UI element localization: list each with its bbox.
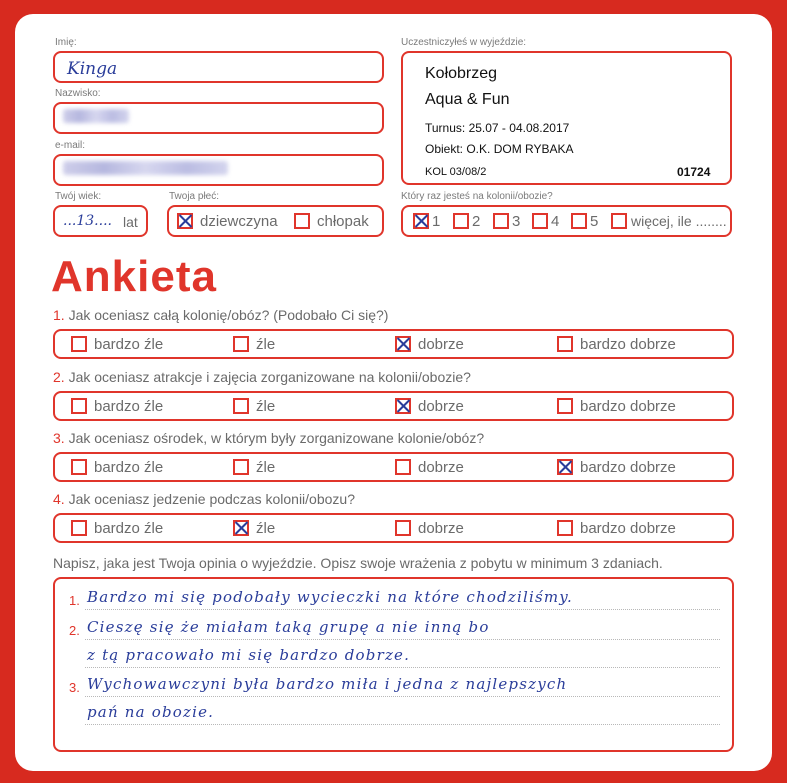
answer-label: bardzo dobrze bbox=[580, 335, 676, 353]
email-field[interactable] bbox=[53, 154, 384, 186]
question-3-option-1[interactable] bbox=[71, 454, 163, 480]
writing-rule bbox=[85, 609, 720, 610]
answer-label: bardzo źle bbox=[94, 335, 164, 353]
times-more-label: więcej, ile ........ bbox=[631, 213, 727, 229]
answer-label: dobrze bbox=[418, 458, 464, 476]
question-1-answers bbox=[53, 329, 734, 359]
question-2-text bbox=[53, 369, 471, 385]
answer-label: źle bbox=[256, 335, 276, 353]
checkbox-4[interactable] bbox=[532, 213, 548, 229]
answer-checkbox[interactable] bbox=[395, 520, 411, 536]
question-3-option-2[interactable] bbox=[233, 454, 275, 480]
trip-card bbox=[401, 51, 732, 185]
gender-option-boy[interactable] bbox=[294, 207, 369, 235]
answer-checkbox[interactable] bbox=[557, 398, 573, 414]
redacted-email bbox=[63, 161, 228, 175]
checkbox-3[interactable] bbox=[493, 213, 509, 229]
checkbox-more[interactable] bbox=[611, 213, 627, 229]
answer-checkbox[interactable] bbox=[71, 459, 87, 475]
answer-label: bardzo źle bbox=[94, 458, 164, 476]
times-5-label: 5 bbox=[590, 212, 599, 230]
question-4-option-4[interactable] bbox=[557, 515, 676, 541]
answer-label: bardzo dobrze bbox=[580, 458, 676, 476]
checkbox-girl[interactable] bbox=[177, 213, 193, 229]
answer-checkbox[interactable] bbox=[557, 459, 573, 475]
opinion-line-number: 1. bbox=[69, 593, 80, 608]
age-value: ...13.... bbox=[63, 213, 112, 229]
opinion-prompt: Napisz, jaka jest Twoja opinia o wyjeździe. Opisz swoje wrażenia z pobytu w minimum 3 zdaniach. bbox=[53, 555, 663, 571]
answer-checkbox[interactable] bbox=[71, 520, 87, 536]
question-number: 2. bbox=[53, 369, 65, 385]
opinion-line-text: pań na obozie. bbox=[87, 703, 215, 721]
question-number: 4. bbox=[53, 491, 65, 507]
answer-checkbox[interactable] bbox=[71, 398, 87, 414]
opinion-line-number: 3. bbox=[69, 680, 80, 695]
trip-name: Aqua & Fun bbox=[425, 91, 510, 108]
answer-checkbox[interactable] bbox=[71, 336, 87, 352]
question-label: Jak oceniasz całą kolonię/obóz? (Podobało Ci się?) bbox=[68, 307, 389, 323]
question-4-option-1[interactable] bbox=[71, 515, 163, 541]
opinion-line-text: z tą pracowało mi się bardzo dobrze. bbox=[87, 646, 411, 664]
answer-checkbox[interactable] bbox=[557, 336, 573, 352]
writing-rule bbox=[85, 667, 720, 668]
question-4-option-3[interactable] bbox=[395, 515, 464, 541]
gender-group bbox=[167, 205, 384, 237]
last-name-field[interactable] bbox=[53, 102, 384, 134]
question-label: Jak oceniasz atrakcje i zajęcia zorganizowane na kolonii/obozie? bbox=[68, 369, 471, 385]
answer-label: źle bbox=[256, 458, 276, 476]
times-4-label: 4 bbox=[551, 212, 560, 230]
question-2-option-1[interactable] bbox=[71, 393, 163, 419]
checkbox-1[interactable] bbox=[413, 213, 429, 229]
times-option-1[interactable] bbox=[413, 207, 440, 235]
checkbox-2[interactable] bbox=[453, 213, 469, 229]
redacted-last-name bbox=[63, 109, 129, 123]
answer-label: bardzo źle bbox=[94, 519, 164, 537]
first-name-field[interactable] bbox=[53, 51, 384, 83]
answer-label: źle bbox=[256, 519, 276, 537]
question-3-option-4[interactable] bbox=[557, 454, 676, 480]
gender-label: Twoja płeć: bbox=[169, 191, 220, 202]
times-option-more[interactable] bbox=[611, 207, 727, 235]
question-1-text bbox=[53, 307, 388, 323]
trip-turnus: Turnus: 25.07 - 04.08.2017 bbox=[425, 121, 570, 135]
answer-label: źle bbox=[256, 397, 276, 415]
question-label: Jak oceniasz ośrodek, w którym były zorganizowane kolonie/obóz? bbox=[68, 430, 485, 446]
question-1-option-2[interactable] bbox=[233, 331, 275, 357]
survey-sheet bbox=[15, 14, 772, 771]
answer-checkbox[interactable] bbox=[233, 336, 249, 352]
question-3-text bbox=[53, 430, 484, 446]
question-2-option-3[interactable] bbox=[395, 393, 464, 419]
email-label: e-mail: bbox=[55, 140, 86, 151]
opinion-line-text: Cieszę się że miałam taką grupę a nie inną bo bbox=[87, 618, 490, 636]
question-number: 3. bbox=[53, 430, 65, 446]
answer-checkbox[interactable] bbox=[395, 398, 411, 414]
question-1-option-3[interactable] bbox=[395, 331, 464, 357]
question-3-answers bbox=[53, 452, 734, 482]
last-name-label: Nazwisko: bbox=[55, 88, 101, 99]
answer-checkbox[interactable] bbox=[233, 520, 249, 536]
answer-label: bardzo dobrze bbox=[580, 397, 676, 415]
times-2-label: 2 bbox=[472, 212, 481, 230]
question-2-option-2[interactable] bbox=[233, 393, 275, 419]
answer-checkbox[interactable] bbox=[233, 459, 249, 475]
answer-label: bardzo dobrze bbox=[580, 519, 676, 537]
times-option-3[interactable] bbox=[493, 207, 520, 235]
question-1-option-4[interactable] bbox=[557, 331, 676, 357]
times-option-2[interactable] bbox=[453, 207, 480, 235]
answer-checkbox[interactable] bbox=[233, 398, 249, 414]
gender-boy-label: chłopak bbox=[317, 212, 369, 230]
times-option-4[interactable] bbox=[532, 207, 559, 235]
times-1-label: 1 bbox=[432, 212, 441, 230]
writing-rule bbox=[85, 696, 720, 697]
question-4-text bbox=[53, 491, 355, 507]
answer-checkbox[interactable] bbox=[557, 520, 573, 536]
answer-checkbox[interactable] bbox=[395, 459, 411, 475]
times-3-label: 3 bbox=[512, 212, 521, 230]
trip-code: KOL 03/08/2 bbox=[425, 166, 487, 178]
gender-option-girl[interactable] bbox=[177, 207, 278, 235]
answer-label: dobrze bbox=[418, 519, 464, 537]
trip-object: Obiekt: O.K. DOM RYBAKA bbox=[425, 142, 574, 156]
age-unit: lat bbox=[123, 214, 138, 230]
question-3-option-3[interactable] bbox=[395, 454, 464, 480]
checkbox-5[interactable] bbox=[571, 213, 587, 229]
age-field[interactable] bbox=[53, 205, 148, 237]
question-4-option-2[interactable] bbox=[233, 515, 275, 541]
answer-label: bardzo źle bbox=[94, 397, 164, 415]
opinion-line-text: Wychowawczyni była bardzo miła i jedna z najlepszych bbox=[87, 675, 568, 693]
first-name-label: Imię: bbox=[55, 37, 77, 48]
checkbox-boy[interactable] bbox=[294, 213, 310, 229]
question-1-option-1[interactable] bbox=[71, 331, 163, 357]
opinion-line-text: Bardzo mi się podobały wycieczki na które chodziliśmy. bbox=[87, 588, 573, 606]
writing-rule bbox=[85, 639, 720, 640]
trip-number: 01724 bbox=[677, 165, 711, 179]
times-option-5[interactable] bbox=[571, 207, 598, 235]
trip-city: Kołobrzeg bbox=[425, 65, 498, 82]
question-2-option-4[interactable] bbox=[557, 393, 676, 419]
answer-label: dobrze bbox=[418, 335, 464, 353]
times-label: Który raz jesteś na kolonii/obozie? bbox=[401, 191, 553, 202]
gender-girl-label: dziewczyna bbox=[200, 212, 278, 230]
trip-label: Uczestniczyłeś w wyjeździe: bbox=[401, 37, 527, 48]
answer-checkbox[interactable] bbox=[395, 336, 411, 352]
times-group bbox=[401, 205, 732, 237]
question-number: 1. bbox=[53, 307, 65, 323]
page-title: Ankieta bbox=[51, 252, 217, 301]
first-name-value: Kinga bbox=[67, 59, 118, 79]
opinion-box[interactable] bbox=[53, 577, 734, 752]
answer-label: dobrze bbox=[418, 397, 464, 415]
writing-rule bbox=[85, 724, 720, 725]
age-label: Twój wiek: bbox=[55, 191, 102, 202]
question-2-answers bbox=[53, 391, 734, 421]
opinion-line-number: 2. bbox=[69, 623, 80, 638]
question-4-answers bbox=[53, 513, 734, 543]
question-label: Jak oceniasz jedzenie podczas kolonii/obozu? bbox=[68, 491, 355, 507]
